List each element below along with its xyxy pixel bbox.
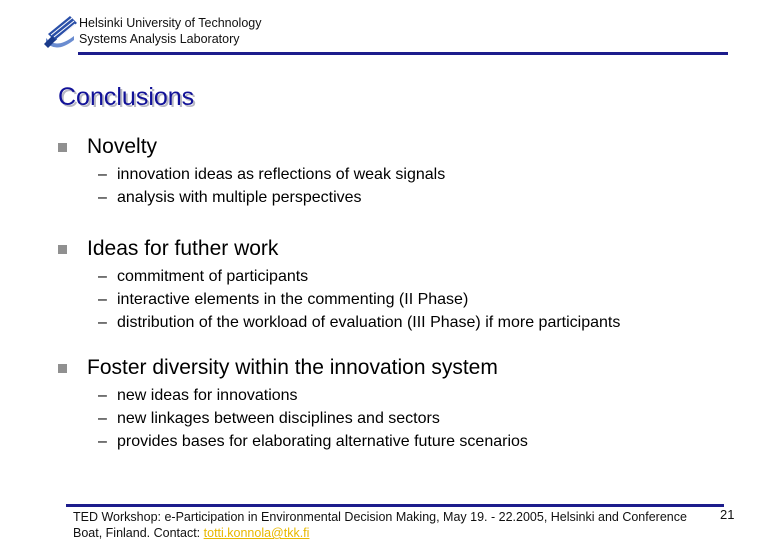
bullet-heading-text: Novelty — [87, 135, 158, 158]
dash-bullet: – — [98, 433, 107, 450]
footer-description: TED Workshop: e-Participation in Environmental Decision Making, May 19. - 22.2005, Helsinki and Conference Boat, Finland. Contact: — [73, 510, 687, 540]
dash-bullet: – — [98, 314, 107, 331]
square-bullet-icon — [58, 364, 67, 373]
list-item-text: commitment of participants — [117, 268, 309, 285]
footer-divider — [66, 504, 724, 507]
dash-bullet: – — [98, 291, 107, 308]
organization-name — [79, 15, 262, 47]
dash-bullet: – — [98, 268, 107, 285]
list-item-text: new linkages between disciplines and sectors — [117, 410, 440, 427]
list-item-text: interactive elements in the commenting (II Phase) — [117, 291, 469, 308]
bullet-heading-text: Foster diversity within the innovation system — [87, 356, 498, 379]
square-bullet-icon — [58, 245, 67, 254]
page-number: 21 — [720, 507, 735, 522]
square-bullet-icon — [58, 143, 67, 152]
dash-bullet: – — [98, 166, 107, 183]
contact-email-link[interactable]: totti.konnola@tkk.fi — [203, 526, 310, 540]
slide-title: Conclusions — [58, 83, 195, 111]
organization-line-2: Systems Analysis Laboratory — [79, 32, 240, 46]
list-item-text: provides bases for elaborating alternative future scenarios — [117, 433, 528, 450]
dash-bullet: – — [98, 410, 107, 427]
list-item-text: new ideas for innovations — [117, 387, 298, 404]
hut-logo-icon — [44, 14, 78, 50]
footer-text — [73, 509, 718, 541]
dash-bullet: – — [98, 189, 107, 206]
header-divider — [78, 52, 728, 55]
bullet-heading-text: Ideas for futher work — [87, 237, 279, 260]
list-item-text: innovation ideas as reflections of weak signals — [117, 166, 446, 183]
dash-bullet: – — [98, 387, 107, 404]
list-item-text: analysis with multiple perspectives — [117, 189, 362, 206]
list-item-text: distribution of the workload of evaluation (III Phase) if more participants — [117, 314, 621, 331]
organization-line-1: Helsinki University of Technology — [79, 16, 262, 30]
